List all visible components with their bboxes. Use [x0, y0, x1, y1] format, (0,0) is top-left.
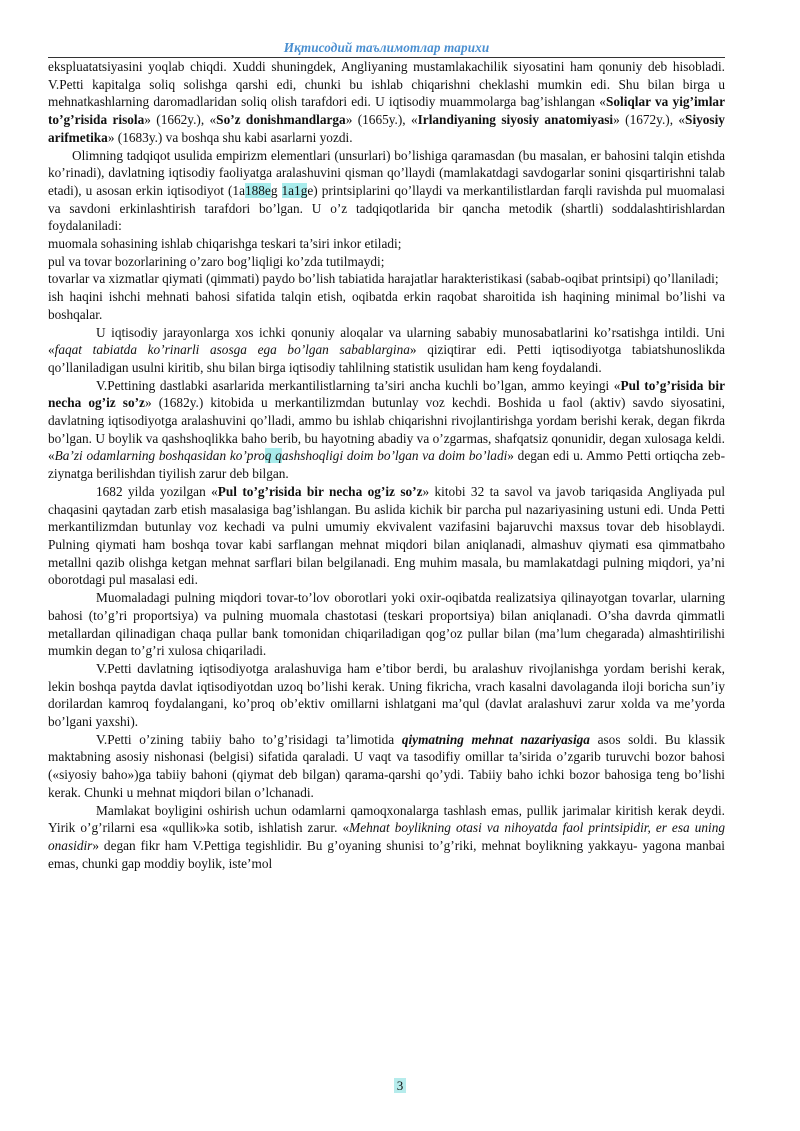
paragraph [48, 377, 725, 483]
paragraph [48, 802, 725, 873]
text-run: 1682 yilda yozilgan « [96, 483, 218, 499]
text-run: g [270, 182, 282, 198]
paragraph [48, 483, 725, 589]
book-title: So’z donishmandlarga [216, 112, 346, 128]
text-run: » degan fikr ham V.Pettiga tegishlidir. Bu g’oyaning shunisi to’g’riki, mehnat boylikning yakkayu- yagona manbai emas, chunki gap moddiy boylik, iste’mol [48, 837, 725, 871]
paragraph [48, 58, 725, 147]
text-run: » (1683y.) va boshqa shu kabi asarlarni yozdi. [107, 129, 353, 145]
quote: faqat tabiatda ko’rinarli asosga ega bo’lgan sabablargina [54, 342, 410, 358]
highlighted-text: 1a1g [281, 182, 308, 198]
text-run: e) printsiplarini qo’llaydi va merkantilistlardan farqli ravishda pul muomalasi va savdoni erkinlashtirish tarafdori bo’lgan. U o’z tadqiqotlarida bir qancha metodik (shartli) soddalashtirishlardan foydalaniladi: [48, 182, 725, 234]
highlighted-text: 188e [244, 182, 271, 198]
text-run: » (1665y.), « [345, 112, 418, 128]
text-run: V.Pettining dastlabki asarlarida merkantilistlarning ta’siri ancha kuchli bo’lgan, ammo keyingi « [96, 377, 621, 393]
quote: ashshoqligi doim bo’lgan va doim bo’ladi [281, 448, 508, 464]
book-title: Irlandiyaning siyosiy anatomiyasi [417, 112, 614, 128]
text-run: V.Petti davlatning iqtisodiyotga aralashuviga ham e’tibor berdi, bu aralashuv rivojlanishga yordam berishi kerak, lekin boshqa paytda davlat iqtisodiyotdan uzoq bo’lishi kerak. Uning fikricha, vrach kasalni davolaganda iloji boricha sun’iy dorilardan kamroq foydalangani, ko’proq ob’ektiv omillarni ishlatgani ma’qul (davlat aralashuvi zarur xolda va me’yorda bo’lgani yaxshi). [48, 660, 725, 730]
book-title: Soliqlar va yig’imlar to’g’risida risola [48, 94, 725, 128]
list-item: muomala sohasining ishlab chiqarishga teskari ta’siri inkor etiladi; [48, 236, 402, 252]
list-item: pul va tovar bozorlarining o’zaro bog’liqligi ko’zda tutilmaydi; [48, 253, 385, 269]
text-run: » (1672y.), « [613, 112, 686, 128]
paragraph [48, 660, 725, 731]
text-run: » qiziqtirar edi. Petti iqtisodiyotga tabiatshunoslikda qo’llaniladigan usulni kiritib, shu bilan birga iqtisodiy tahlilning statistik usulidan ham keng foydalandi. [48, 342, 725, 375]
book-title: Pul to’g’risida bir necha og’iz so’z [48, 377, 725, 411]
page-number-label: 3 [394, 1078, 407, 1093]
highlighted-text: q q [264, 448, 282, 464]
text-run: Mamlakat boyligini oshirish uchun odamlarni qamoqxonalarga tashlash emas, pullik jarimalar kiritish kerak deydi. Yirik o’g’rilarni esa «qullik»ka sotib, ishlatish zarur. « [48, 802, 725, 836]
book-title: Siyosiy arifmetika [48, 112, 725, 145]
quote: Mehnat boylikning otasi va nihoyatda faol printsipidir, er esa uning onasidir [48, 820, 725, 853]
text-run: Olimning tadqiqot usulida empirizm elementlari (unsurlari) bo’lishiga qaramasdan (bu masalan, er bahosini talqin etishda ko’rinadi), davlatning iqtisodiy faoliyatga aralashuvini qisman qo’llaydi (mamlakatdagi savdogarlar sonini qisqartirishni talab etadi), u asosan erkin iqtisodiyot (1a [48, 147, 725, 198]
text-run: » (1682y.) kitobida u merkantilizmdan butunlay voz kechdi. Boshida u faol (aktiv) savdo siyosatini, davlatning iqtisodiyotga aralashuvini qo’lladi, ammo bu ishlab chiqarishni rivojlantirishga yordam berishi kerak, degan fikrda bo’lgan. U boylik va qashshoqlikka baho berib, bu hayotning abadiy va o’zgarmas, shafqatsiz qonunidir, degan xulosaga keldi. « [48, 395, 725, 464]
list-item: ish haqini ishchi mehnati bahosi sifatida talqin etish, oqibatda erkin raqobat sharoitida ish haqining minimal bo’lishi va boshqalar. [48, 289, 725, 322]
key-term: qiymatning mehnat nazariyasiga [401, 731, 590, 747]
text-run: » kitobi 32 ta savol va javob tariqasida Angliyada pul chaqasini qaytadan zarb etish masalasiga bag’ishlangan. Bu aslida kichik bir parcha pul nazariyasining ustuni edi. Unda Petti merkantilizmdan butunlay voz kechadi va pulni umumiy ekvivalent vazifasini bajaruvchi maxsus tovar deb hisoblaydi. Pulning qiymati ham boshqa tovar kabi sarflangan mehnat miqdori bilan aniqlanadi, almashuv qiymati esa qimmatbaho metallni qazib olishga ketgan mehnat sarflari bilan belgilanadi. Eng muhim masala, bu mamlakatdagi pulning miqdori, ya’ni oborotdagi pul masalasi edi. [48, 483, 726, 588]
text-run: ekspluatatsiyasini yoqlab chiqdi. Xuddi shuningdek, Angliyaning mustamlakachilik siyosatini ham qonuniy deb hisobladi. V.Petti kapitalga soliq solishga qarshi edi, chunki bu ishlab chiqarishni cheklashi mumkin edi. Shu bilan birga u mehnatkashlarning daromadlaridan soliq olish tarafdori edi. U iqtisodiy muammolarga bag’ishlangan « [48, 59, 725, 110]
running-header: Иқтисодий таълимотлар тарихи [283, 40, 490, 55]
body-text [48, 58, 725, 872]
text-run: Muomaladagi pulning miqdori tovar-to’lov oborotlari yoki oxir-oqibatda realizatsiya qilinayotgan tovarlar, ularning bahosi (to’g’ri proportsiya) va pulning muomala chastotasi (teskari proportsiya) bilan aniqlanadi. O’sha davrda qimmatli metallardan qilinadigan chaqa pullar bank tomonidan chiqariladigan qog’oz pullar bilan (ma’lum chegarada) almashtirilishi mumkin degan to’g’ri xulosa chiqariladi. [48, 590, 725, 659]
paragraph [48, 324, 725, 377]
text-run: » degan edi u. Ammo Petti ortiqcha zeb-ziynatga berilishdan tiyilish zarur deb bilgan. [48, 448, 726, 482]
paragraph [48, 589, 725, 660]
text-run: » (1662y.), « [144, 112, 217, 128]
text-run: U iqtisodiy jarayonlarga xos ichki qonuniy aloqalar va ularning sababiy munosabatlarini ko’rsatishga intildi. Uni « [48, 324, 725, 358]
quote: Ba’zi odamlarning boshqasidan ko’pro [54, 448, 265, 464]
list-item: tovarlar va xizmatlar qiymati (qimmati) paydo bo’lish tabiatida harajatlar harakteristikasi (sabab-oqibat printsipi) qo’llaniladi; [48, 271, 719, 287]
paragraph [48, 147, 725, 236]
text-run: asos soldi. Bu klassik maktabning asosiy nishonasi (belgisi) sifatida qaraladi. U vaqt va tasodifiy omillar ta’sirida o’zgarib turuvchi bozor bahosi («siyosiy baho»)ga tabiiy bahoni (qiymat deb bilgan) qarama-qarshi qo’ydi. Tabiiy baho ichki bozor bahosiga teng bo’lishi kerak. Chunki u mehnat miqdori bilan o’lchanadi. [48, 731, 725, 800]
page-number [0, 1078, 800, 1094]
book-title: Pul to’g’risida bir necha og’iz so’z [217, 483, 423, 499]
paragraph [48, 731, 725, 802]
text-run: V.Petti o’zining tabiiy baho to’g’risidagi ta’limotida [96, 731, 402, 747]
